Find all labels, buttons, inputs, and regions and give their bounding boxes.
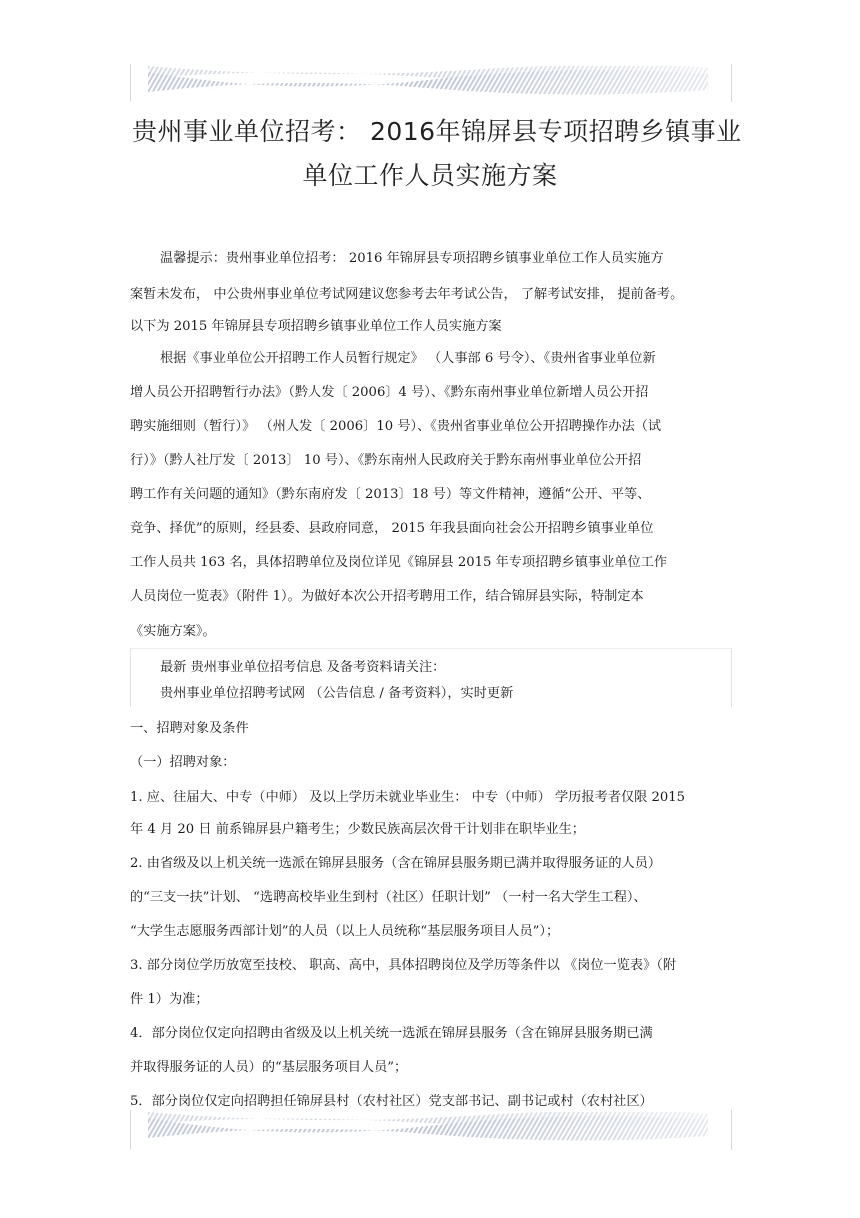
tip-line: 温馨提示：贵州事业单位招考： 2016 年锦屏县专项招聘乡镇事业单位工作人员实施方 bbox=[160, 251, 664, 266]
basis-line: 竞争、择优”的原则，经县委、县政府同意， 2015 年我县面向社会公开招聘乡镇事业单位 bbox=[130, 521, 654, 536]
item-line: 的“三支一扶”计划、 “选聘高校毕业生到村（社区）任职计划” （一村一名大学生工程）、 bbox=[130, 890, 647, 905]
item-line: “大学生志愿服务西部计划”的人员（以上人员统称“基层服务项目人员”）； bbox=[130, 924, 560, 939]
document-title-line-1: 贵州事业单位招考： 2016年锦屏县专项招聘乡镇事业 bbox=[132, 117, 742, 146]
footer-decoration bbox=[148, 1112, 708, 1144]
basis-line: 聘实施细则（暂行）》 （州人发〔 2006〕10 号）、《贵州省事业单位公开招聘操作办法（试 bbox=[130, 419, 662, 434]
item-line: 并取得服务证的人员）的“基层服务项目人员”； bbox=[130, 1060, 408, 1075]
info-box-line: 贵州事业单位招聘考试网 （公告信息 / 备考资料），实时更新 bbox=[160, 686, 514, 701]
basis-line: 行）》（黔人社厅发〔 2013〕 10 号）、《黔东南州人民政府关于黔东南州事业单位公开招 bbox=[130, 453, 642, 468]
item-line: 年 4 月 20 日 前系锦屏县户籍考生；少数民族高层次骨干计划非在职毕业生； bbox=[130, 822, 585, 837]
document-title-line-2: 单位工作人员实施方案 bbox=[302, 161, 558, 190]
tip-line: 以下为 2015 年锦屏县专项招聘乡镇事业单位工作人员实施方案 bbox=[130, 319, 502, 334]
item-line: 4．部分岗位仅定向招聘由省级及以上机关统一选派在锦屏县服务（含在锦屏县服务期已满 bbox=[130, 1026, 653, 1041]
basis-line: 聘工作有关问题的通知》（黔东南府发〔 2013〕18 号）等文件精神，遵循“公开、平等、 bbox=[130, 487, 651, 502]
info-box-line: 最新 贵州事业单位招考信息 及备考资料请关注： bbox=[160, 660, 446, 675]
item-line: 2. 由省级及以上机关统一选派在锦屏县服务（含在锦屏县服务期已满并取得服务证的人员） bbox=[130, 856, 662, 871]
header-decoration bbox=[148, 66, 708, 98]
section-heading: 一、招聘对象及条件 bbox=[130, 721, 249, 736]
item-line: 3. 部分岗位学历放宽至技校、 职高、高中，具体招聘岗位及学历等条件以 《岗位一览表》（附 bbox=[130, 958, 677, 973]
striped-banner-graphic bbox=[148, 66, 708, 98]
basis-line: 根据《事业单位公开招聘工作人员暂行规定》 （人事部 6 号令）、《贵州省事业单位新 bbox=[160, 351, 656, 366]
striped-banner-graphic bbox=[148, 1112, 708, 1144]
item-line: 1. 应、往届大、中专（中师） 及以上学历未就业毕业生： 中专（中师） 学历报考者仅限 2015 bbox=[130, 790, 686, 805]
basis-line: 增人员公开招聘暂行办法》（黔人发〔 2006〕4 号）、《黔东南州事业单位新增人员公开招 bbox=[130, 385, 649, 400]
tip-line: 案暂未发布， 中公贵州事业单位考试网建议您参考去年考试公告， 了解考试安排， 提前备考。 bbox=[130, 287, 684, 302]
basis-line: 人员岗位一览表》（附件 1）。为做好本次公开招考聘用工作，结合锦屏县实际，特制定本 bbox=[130, 589, 644, 604]
item-line: 件 1）为准； bbox=[130, 992, 209, 1007]
item-line: 5．部分岗位仅定向招聘担任锦屏县村（农村社区）党支部书记、副书记或村（农村社区） bbox=[130, 1094, 653, 1109]
subsection-heading: （一）招聘对象： bbox=[130, 755, 236, 770]
basis-line: 《实施方案》。 bbox=[130, 624, 216, 639]
basis-line: 工作人员共 163 名，具体招聘单位及岗位详见《锦屏县 2015 年专项招聘乡镇事业单位工作 bbox=[130, 555, 668, 570]
